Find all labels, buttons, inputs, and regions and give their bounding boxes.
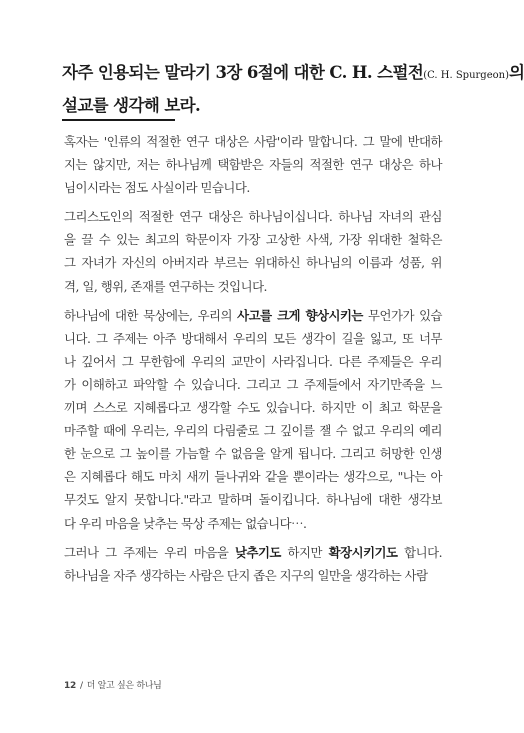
section-heading <box>62 58 524 121</box>
text-segment: 님이시라는 점도 사실이라 믿습니다. <box>64 180 250 196</box>
text-line <box>64 512 442 535</box>
text-segment: 다 우리 마음을 낮추는 묵상 주제는 없습니다⋯. <box>64 515 307 531</box>
heading-line-1-suffix: 의 <box>509 63 524 82</box>
heading-line-1 <box>62 58 524 91</box>
paragraph <box>64 304 442 535</box>
text-segment: 그리스도인의 적절한 연구 대상은 하나님이십니다. 하나님 자녀의 관심 <box>64 209 442 225</box>
text-line <box>64 205 442 228</box>
heading-line-1-main: 자주 인용되는 말라기 3장 6절에 대한 C. H. 스펄전 <box>62 63 424 82</box>
text-line <box>64 564 442 587</box>
text-segment: 합니다. <box>397 544 443 560</box>
text-segment: 은 지혜롭다 해도 마치 새끼 들나귀와 같을 뿐이라는 생각으로, "나는 아 <box>64 469 442 485</box>
emphasized-text: 확장시키기도 <box>328 544 398 560</box>
paragraph <box>64 130 442 199</box>
text-line <box>64 228 442 251</box>
body-text <box>64 130 442 593</box>
text-segment: 그러나 그 주제는 우리 마음을 <box>64 544 235 560</box>
text-line <box>64 275 442 298</box>
text-segment: 혹자는 '인류의 적절한 연구 대상은 사람'이라 말합니다. 그 말에 반대하 <box>64 134 442 149</box>
text-line <box>64 442 442 465</box>
text-line <box>64 541 442 564</box>
paragraph <box>64 541 442 587</box>
text-line <box>64 465 442 488</box>
text-segment: 끼며 스스로 지혜롭다고 생각할 수도 있습니다. 하지만 이 최고 학문을 <box>64 400 442 416</box>
heading-english-name: (C. H. Spurgeon) <box>423 70 509 81</box>
book-title: 더 알고 싶은 하나님 <box>86 681 162 691</box>
footer-separator: / <box>79 681 83 691</box>
text-line <box>64 488 442 511</box>
emphasized-text: 사고를 크게 향상시키는 <box>237 307 363 323</box>
text-segment: 한 눈으로 그 높이를 가늠할 수 없음을 알게 됩니다. 그리고 허망한 인생 <box>64 446 442 462</box>
text-segment: 격, 일, 행위, 존재를 연구하는 것입니다. <box>64 278 267 294</box>
text-line <box>64 396 442 419</box>
heading-line-2: 설교를 생각해 보라. <box>62 96 201 115</box>
text-segment: 그 자녀가 자신의 아버지라 부르는 위대하신 하나님의 이름과 성품, 위 <box>64 255 442 271</box>
text-line <box>64 176 442 199</box>
page-footer <box>64 678 162 691</box>
text-line <box>64 327 442 350</box>
text-segment: 무언가가 있습 <box>362 307 443 323</box>
text-segment: 하지만 <box>280 544 329 560</box>
text-line <box>64 130 442 153</box>
paragraph <box>64 205 442 297</box>
text-segment: 하나님에 대한 묵상에는, 우리의 <box>64 307 238 323</box>
text-line <box>64 419 442 442</box>
text-segment: 무것도 알지 못합니다."라고 말하며 돌이킵니다. 하나님에 대한 생각보 <box>64 492 442 508</box>
text-segment: 하나님을 자주 생각하는 사람은 단지 좁은 지구의 일만을 생각하는 사람 <box>64 567 428 583</box>
text-segment: 가 이해하고 파악할 수 있습니다. 그리고 그 주제들에서 자기만족을 느 <box>64 376 442 392</box>
text-segment: 지는 않지만, 저는 하나님께 택함받은 자들의 적절한 연구 대상은 하나 <box>64 157 442 173</box>
text-segment: 마주할 때에 우리는, 우리의 다림줄로 그 깊이를 잴 수 없고 우리의 예리 <box>64 423 442 439</box>
text-line <box>64 251 442 274</box>
text-segment: 니다. 그 주제는 아주 방대해서 우리의 모든 생각이 길을 잃고, 또 너무 <box>64 330 442 346</box>
text-line <box>64 373 442 396</box>
emphasized-text: 낮추기도 <box>235 544 281 560</box>
text-segment: 을 끌 수 있는 최고의 학문이자 가장 고상한 사색, 가장 위대한 철학은 <box>64 232 442 248</box>
text-line <box>64 304 442 327</box>
text-segment: 나 깊어서 그 무한함에 우리의 교만이 사라집니다. 다른 주제들은 우리 <box>64 353 442 369</box>
page-number: 12 <box>64 681 76 691</box>
text-line <box>64 153 442 176</box>
text-line <box>64 350 442 373</box>
